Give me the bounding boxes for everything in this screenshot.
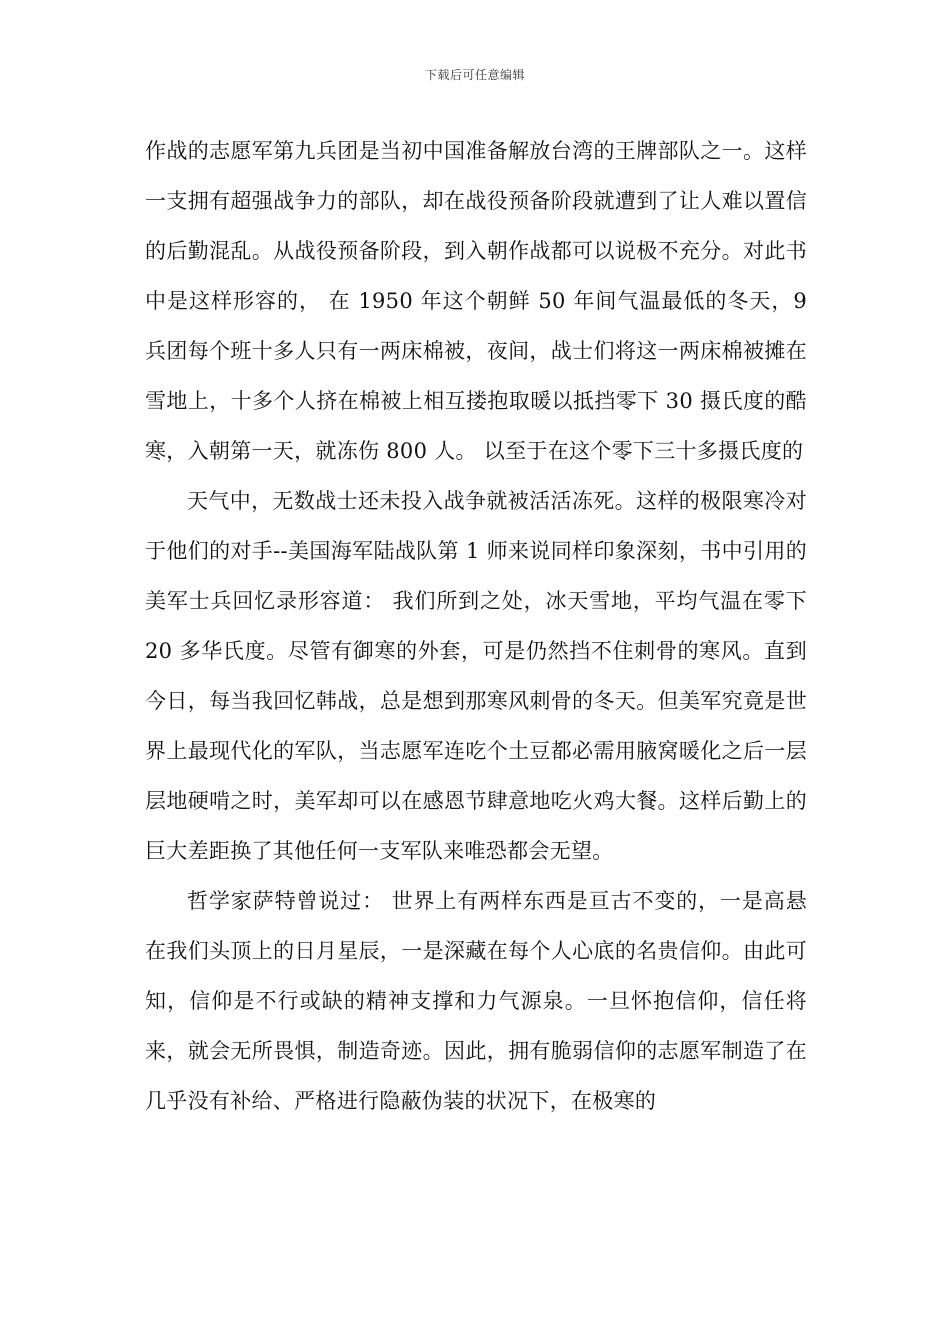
- document-body: [145, 126, 807, 1126]
- paragraph-2: 天气中，无数战士还未投入战争就被活活冻死。这样的极限寒冷对于他们的对手--美国海军陆战队第 1 师来说同样印象深刻，书中引用的美军士兵回忆录形容道： 我们所到之处，冰天雪地，平均气温在零下 20 多华氏度。尽管有御寒的外套，可是仍然挡不住刺骨的寒风。直到今日，每当我回忆韩战，总是想到那寒风刺骨的冬天。但美军究竟是世界上最现代化的军队，当志愿军连吃个土豆都必需用腋窝暖化之后一层层地硬啃之时，美军却可以在感恩节肆意地吃火鸡大餐。这样后勤上的巨大差距换了其他任何一支军队来唯恐都会无望。: [145, 489, 807, 863]
- page-header: 下载后可任意编辑: [424, 68, 525, 82]
- paragraph-1: 作战的志愿军第九兵团是当初中国准备解放台湾的王牌部队之一。这样一支拥有超强战争力的部队，却在战役预备阶段就遭到了让人难以置信的后勤混乱。从战役预备阶段，到入朝作战都可以说极不充分。对此书中是这样形容的， 在 1950 年这个朝鲜 50 年间气温最低的冬天，9 兵团每个班十多人只有一两床棉被，夜间，战士们将这一两床棉被摊在雪地上，十多个人挤在棉被上相互搂抱取暖以抵挡零下 30 摄氏度的酷寒，入朝第一天，就冻伤 800 人。 以至于在这个零下三十多摄氏度的: [145, 139, 807, 463]
- paragraph-3: 哲学家萨特曾说过： 世界上有两样东西是亘古不变的，一是高悬在我们头顶上的日月星辰，一是深藏在每个人心底的名贵信仰。由此可知，信仰是不行或缺的精神支撑和力气源泉。一旦怀抱信仰，信任将来，就会无所畏惧，制造奇迹。因此，拥有脆弱信仰的志愿军制造了在几乎没有补给、严格进行隐蔽伪装的状况下，在极寒的: [145, 889, 807, 1113]
